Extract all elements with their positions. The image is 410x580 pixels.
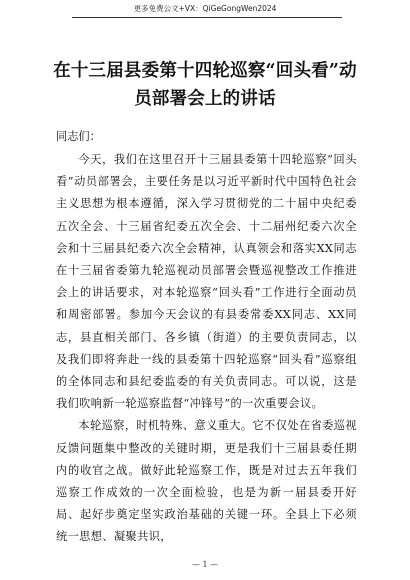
body-text: [56, 149, 357, 549]
title-line-1: 在十三届县委第十四轮巡察“回头看”动: [53, 61, 357, 81]
header-divider: [72, 17, 342, 18]
paragraph: 本轮巡察，时机特殊、意义重大。它不仅处在省委巡视反馈问题集中整改的关键时期，更是我们十三届县委任期内的收官之战。做好此轮巡察工作，既是对过去五年我们巡察工作成效的一次全面检验，也是为新一届县委开好局、起好步奠定坚实政治基础的关键一环。全县上下必须统一思想、凝聚共识，: [56, 419, 357, 544]
page-number: — 1 —: [191, 560, 219, 569]
paragraph: 今天，我们在这里召开十三届县委第十四轮巡察“回头看”动员部署会，主要任务是以习近平新时代中国特色社会主义思想为根本遵循，深入学习贯彻党的二十届中央纪委五次全会、十三届省纪委五次全会、十二届州纪委六次全会和十三届县纪委六次全会精神，认真领会和落实XX同志在十三届省委第九轮巡视动员部署会暨巡视整改工作推进会上的讲话要求，对本轮巡察“回头看”工作进行全面动员和周密部署。参加今天会议的有县委常委XX同志、XX同志，县直相关部门、各乡镇（街道）的主要负责同志，以及我们即将奔赴一线的县委第十四轮巡察“回头看”巡察组的全体同志和县纪委监委的有关负责同志。可以说，这是我们吹响新一轮巡察监督“冲锋号”的一次重要会议。: [56, 153, 357, 411]
page-header: 更多免费公文+VX：QiGeGongWen2024: [133, 4, 277, 13]
document-title: [40, 57, 370, 113]
salutation: 同志们：: [56, 130, 101, 143]
title-line-2: 员部署会上的讲话: [134, 89, 276, 109]
